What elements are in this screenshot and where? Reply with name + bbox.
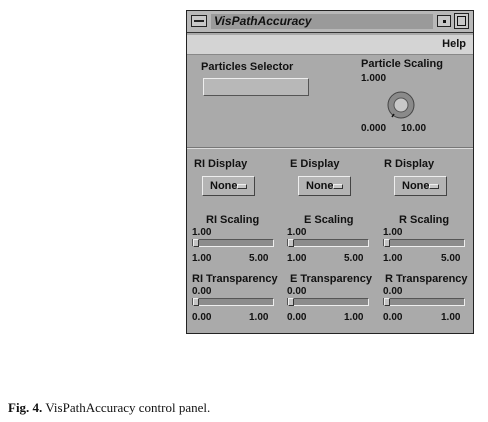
option-menu-icon xyxy=(237,184,247,189)
option-menu-icon xyxy=(429,184,439,189)
ri-scaling-label: RI Scaling xyxy=(206,214,260,226)
e-scaling-label: E Scaling xyxy=(304,214,354,226)
slider-thumb[interactable] xyxy=(193,298,199,306)
particle-dial-max: 10.00 xyxy=(401,123,427,134)
ri-scaling-slider[interactable] xyxy=(192,239,274,247)
r-transparency-slider[interactable] xyxy=(383,298,465,306)
e-transparency-slider[interactable] xyxy=(287,298,369,306)
figure-caption-label: Fig. 4. xyxy=(8,400,43,415)
ri-display-label: RI Display xyxy=(194,158,248,170)
figure-caption xyxy=(8,400,210,416)
r-transparency-max: 1.00 xyxy=(441,312,461,323)
slider-thumb[interactable] xyxy=(193,239,199,247)
option-menu-icon xyxy=(333,184,343,189)
ri-scaling-value: 1.00 xyxy=(192,227,212,238)
r-scaling-max: 5.00 xyxy=(441,253,461,264)
e-scaling-slider[interactable] xyxy=(287,239,369,247)
particle-scaling-label: Particle Scaling xyxy=(361,58,443,70)
ri-transparency-min: 0.00 xyxy=(192,312,212,323)
e-scaling-value: 1.00 xyxy=(287,227,307,238)
ri-display-option[interactable] xyxy=(202,176,255,196)
r-scaling-min: 1.00 xyxy=(383,253,403,264)
r-display-value: None xyxy=(402,180,430,192)
e-scaling-max: 5.00 xyxy=(344,253,364,264)
slider-thumb[interactable] xyxy=(384,239,390,247)
minimize-icon[interactable] xyxy=(437,15,451,27)
ri-transparency-slider[interactable] xyxy=(192,298,274,306)
e-scaling-min: 1.00 xyxy=(287,253,307,264)
particle-scaling-dial[interactable] xyxy=(386,90,416,120)
e-transparency-max: 1.00 xyxy=(344,312,364,323)
figure-caption-text: VisPathAccuracy control panel. xyxy=(45,400,211,415)
r-transparency-label: R Transparency xyxy=(385,273,468,285)
menu-bar xyxy=(187,35,473,55)
e-display-label: E Display xyxy=(290,158,340,170)
r-transparency-min: 0.00 xyxy=(383,312,403,323)
ri-scaling-min: 1.00 xyxy=(192,253,212,264)
maximize-icon[interactable] xyxy=(454,13,469,29)
r-display-option[interactable] xyxy=(394,176,447,196)
window-menu-icon[interactable] xyxy=(191,15,207,27)
title-bar[interactable] xyxy=(187,11,473,33)
vispathaccuracy-window xyxy=(186,10,474,334)
ri-display-value: None xyxy=(210,180,238,192)
particles-selector-field[interactable] xyxy=(203,78,309,96)
ri-transparency-value: 0.00 xyxy=(192,286,212,297)
r-scaling-value: 1.00 xyxy=(383,227,403,238)
particle-scaling-value: 1.000 xyxy=(361,73,387,84)
e-transparency-value: 0.00 xyxy=(287,286,307,297)
particle-dial-min: 0.000 xyxy=(361,123,387,134)
e-transparency-label: E Transparency xyxy=(290,273,372,285)
help-menu[interactable]: Help xyxy=(442,38,466,50)
e-transparency-min: 0.00 xyxy=(287,312,307,323)
particles-selector-label: Particles Selector xyxy=(201,61,294,73)
r-scaling-slider[interactable] xyxy=(383,239,465,247)
slider-thumb[interactable] xyxy=(288,298,294,306)
ri-transparency-max: 1.00 xyxy=(249,312,269,323)
slider-thumb[interactable] xyxy=(288,239,294,247)
r-display-label: R Display xyxy=(384,158,435,170)
e-display-value: None xyxy=(306,180,334,192)
section-divider xyxy=(187,147,473,149)
ri-transparency-label: RI Transparency xyxy=(192,273,278,285)
window-title: VisPathAccuracy xyxy=(211,14,433,29)
r-transparency-value: 0.00 xyxy=(383,286,403,297)
e-display-option[interactable] xyxy=(298,176,351,196)
slider-thumb[interactable] xyxy=(384,298,390,306)
ri-scaling-max: 5.00 xyxy=(249,253,269,264)
r-scaling-label: R Scaling xyxy=(399,214,450,226)
